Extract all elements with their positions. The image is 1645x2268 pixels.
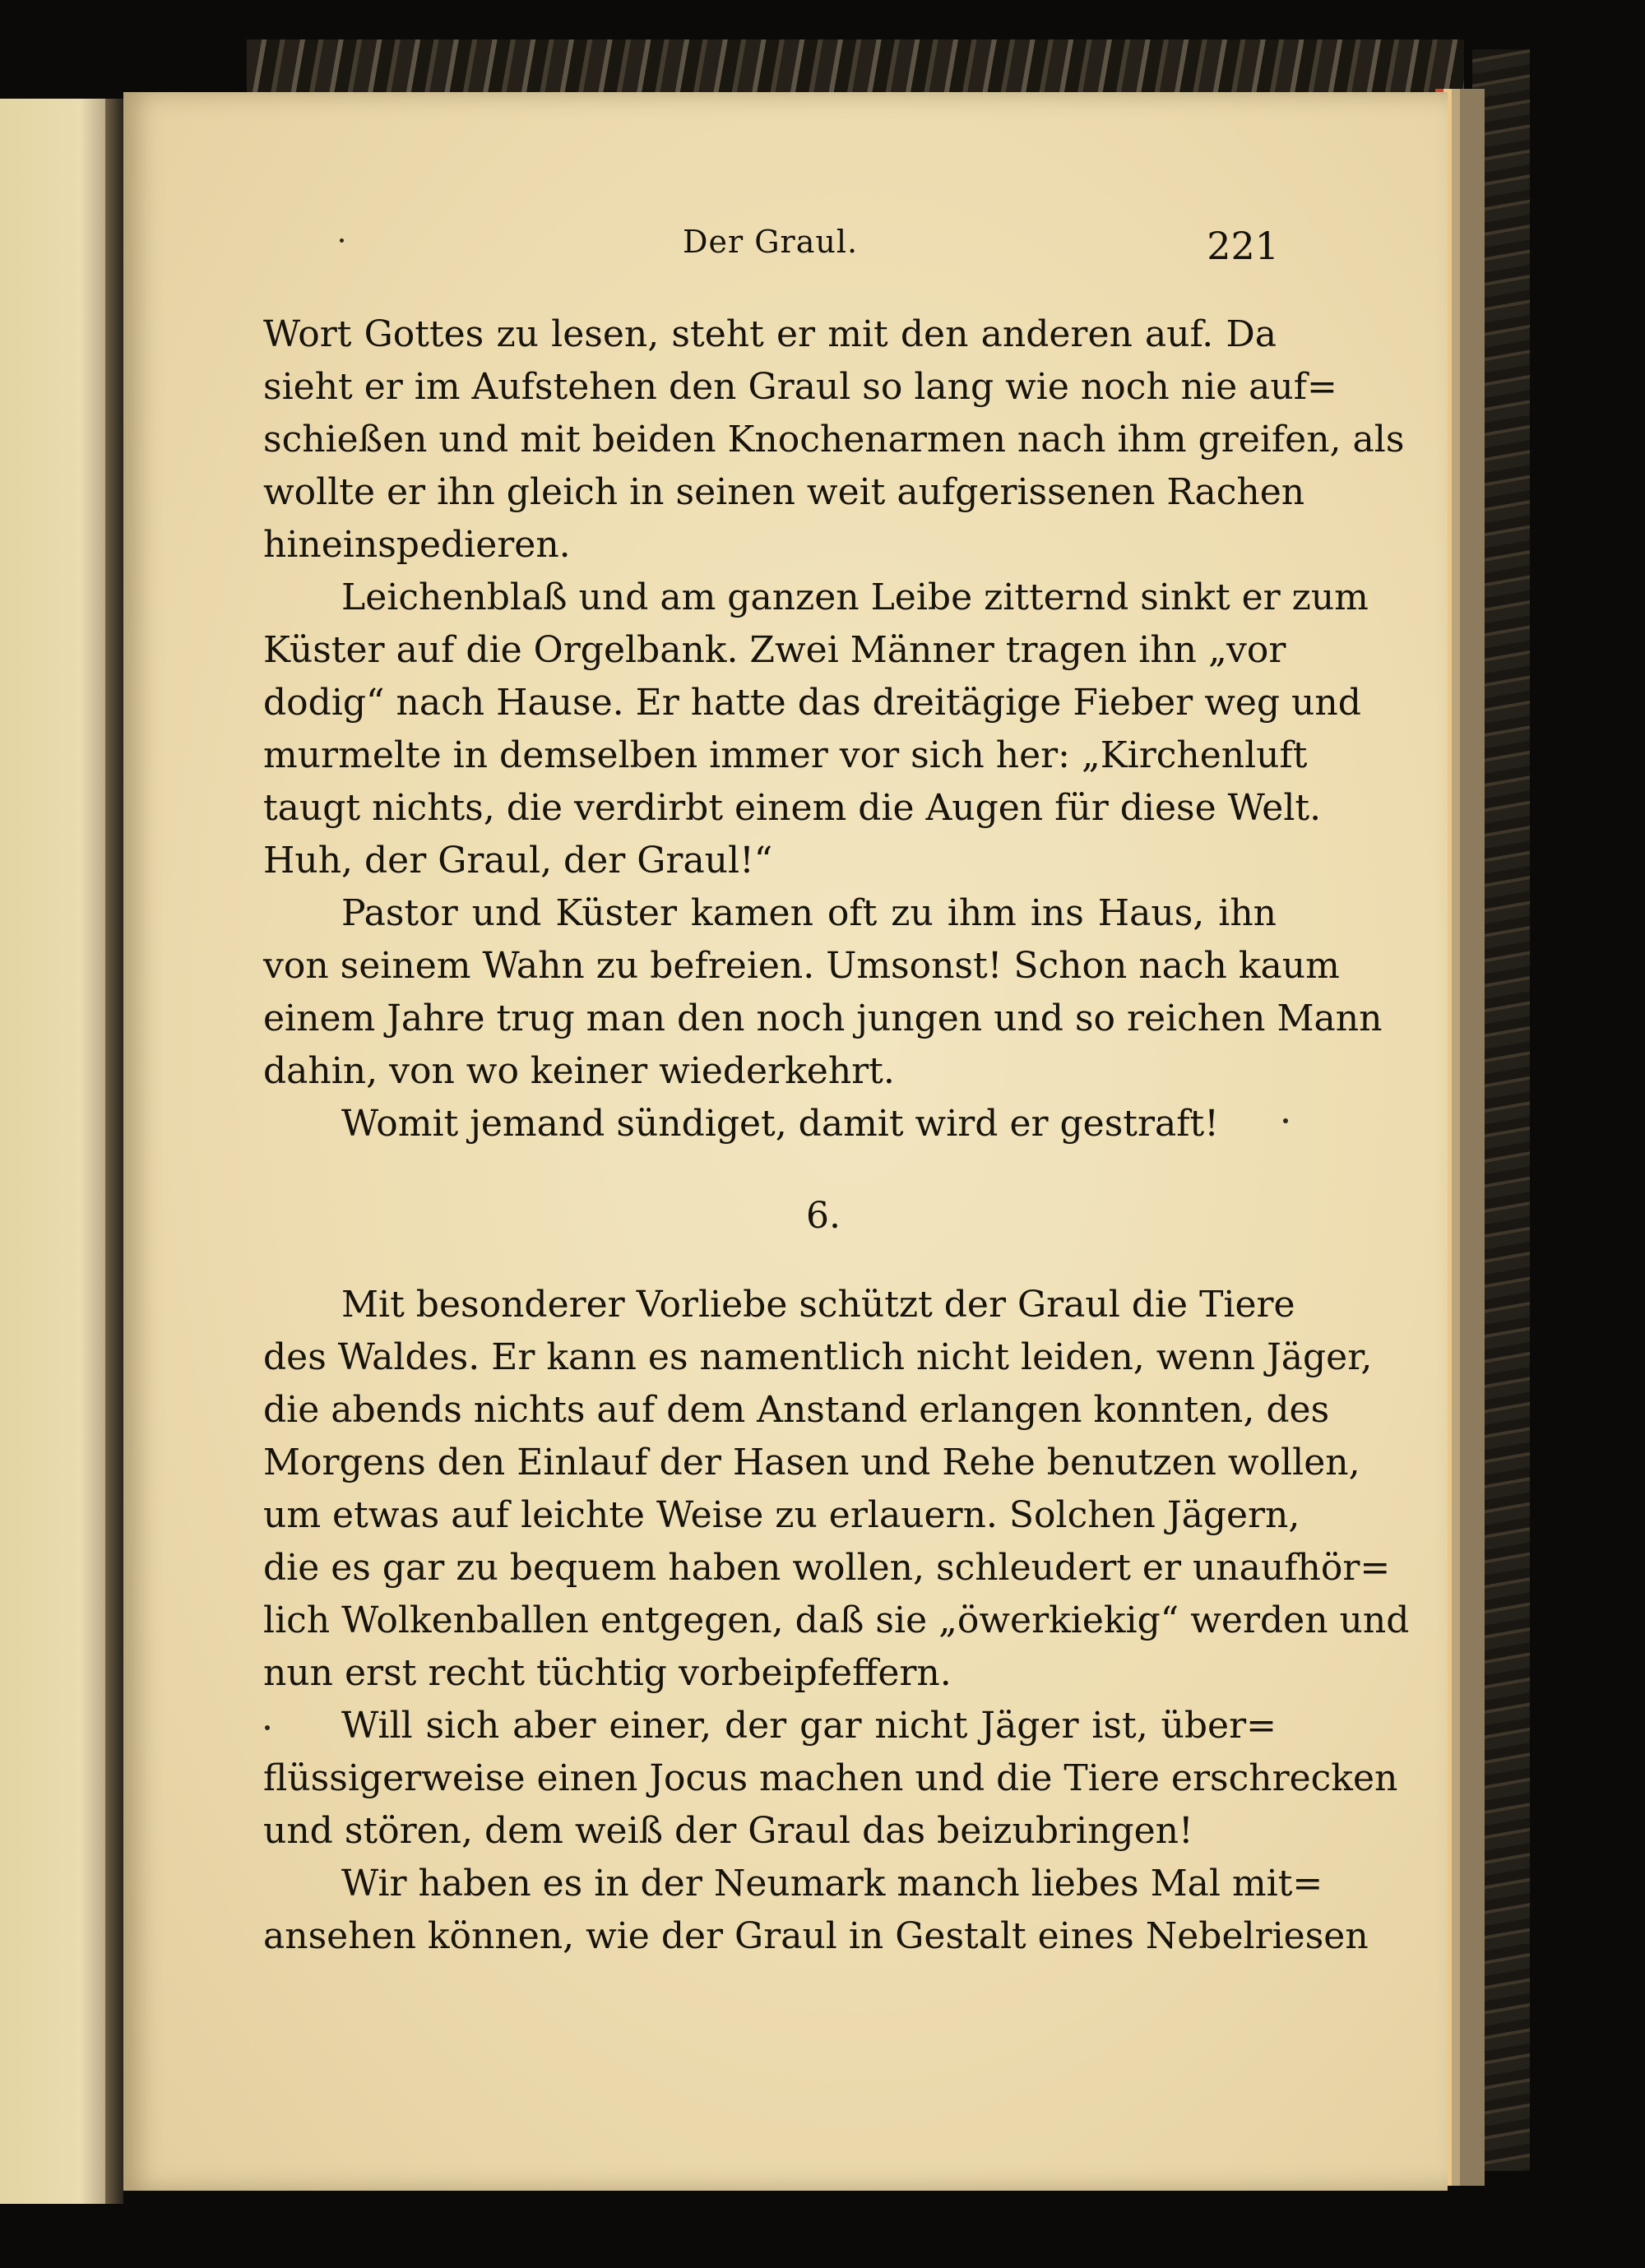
- previous-page-edge: [0, 99, 115, 2204]
- text-line: Leichenblaß und am ganzen Leibe zitternd sinkt er zum: [341, 576, 1369, 618]
- text-line: dodig“ nach Hause. Er hatte das dreitägige Fieber weg und: [263, 682, 1361, 724]
- text-line: sieht er im Aufstehen den Graul so lang wie noch nie auf=: [263, 366, 1337, 408]
- text-line: taugt nichts, die verdirbt einem die Augen für diese Welt.: [263, 787, 1322, 829]
- page-number: 221: [1207, 224, 1279, 268]
- body-text: [263, 308, 1410, 1963]
- text-line: Wort Gottes zu lesen, steht er mit den anderen auf. Da: [263, 313, 1277, 355]
- ink-speck: [340, 238, 344, 243]
- text-line: Morgens den Einlauf der Hasen und Rehe benutzen wollen,: [263, 1442, 1360, 1483]
- gutter-shadow: [105, 99, 123, 2204]
- text-line: um etwas auf leichte Weise zu erlauern. Solchen Jägern,: [263, 1494, 1300, 1536]
- text-line: hineinspedieren.: [263, 524, 571, 566]
- ink-speck: [265, 1725, 270, 1730]
- ink-speck: [1283, 1118, 1288, 1123]
- text-line: dahin, von wo keiner wiederkehrt.: [263, 1050, 895, 1092]
- text-line: Womit jemand sündiget, damit wird er gestraft!: [341, 1103, 1219, 1145]
- text-line: wollte er ihn gleich in seinen weit aufgerissenen Rachen: [263, 471, 1305, 513]
- text-line: lich Wolkenballen entgegen, daß sie „öwerkiekig“ werden und: [263, 1599, 1410, 1641]
- text-line: ansehen können, wie der Graul in Gestalt eines Nebelriesen: [263, 1915, 1369, 1957]
- text-line: die abends nichts auf dem Anstand erlangen konnten, des: [263, 1389, 1330, 1431]
- text-line: und stören, dem weiß der Graul das beizubringen!: [263, 1810, 1193, 1852]
- text-line: des Waldes. Er kann es namentlich nicht leiden, wenn Jäger,: [263, 1336, 1373, 1378]
- text-line: Wir haben es in der Neumark manch liebes Mal mit=: [341, 1863, 1323, 1905]
- text-line: schießen und mit beiden Knochenarmen nach ihm greifen, als: [263, 419, 1405, 461]
- page-header: [123, 224, 1448, 273]
- text-line: die es gar zu bequem haben wollen, schleudert er unaufhör=: [263, 1547, 1391, 1589]
- running-title: Der Graul.: [683, 224, 859, 260]
- text-line: Küster auf die Orgelbank. Zwei Männer tragen ihn „vor: [263, 629, 1286, 671]
- text-line: Mit besonderer Vorliebe schützt der Graul die Tiere: [341, 1284, 1295, 1326]
- text-line: einem Jahre trug man den noch jungen und so reichen Mann: [263, 997, 1383, 1039]
- text-line: murmelte in demselben immer vor sich her: „Kirchenluft: [263, 734, 1308, 776]
- text-line: flüssigerweise einen Jocus machen und die Tiere erschrecken: [263, 1757, 1398, 1799]
- text-line: Huh, der Graul, der Graul!“: [263, 840, 773, 882]
- section-number: 6.: [806, 1195, 841, 1237]
- text-line: Pastor und Küster kamen oft zu ihm ins Haus, ihn: [341, 892, 1277, 934]
- book-spine-edge: [247, 39, 1464, 97]
- text-line: von seinem Wahn zu befreien. Umsonst! Schon nach kaum: [263, 945, 1340, 987]
- text-line: nun erst recht tüchtig vorbeipfeffern.: [263, 1652, 952, 1694]
- text-line: Will sich aber einer, der gar nicht Jäger ist, über=: [341, 1705, 1277, 1747]
